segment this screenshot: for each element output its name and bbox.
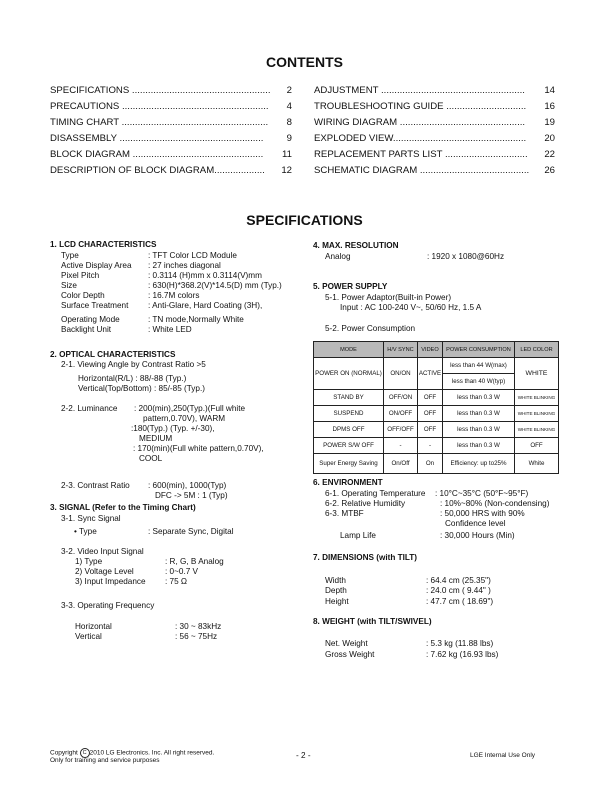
spec-value: : 0.3114 (H)mm x 0.3114(V)mm <box>148 271 262 280</box>
spec-value: : 0~0.7 V <box>165 567 199 576</box>
spec-label: 2) Voltage Level <box>75 567 134 576</box>
toc-entry-page: 9 <box>286 133 292 144</box>
table-cell: OFF <box>418 406 443 422</box>
luminance-line: MEDIUM <box>139 434 173 443</box>
toc-entry-label: SCHEMATIC DIAGRAM ......................................... <box>314 165 530 176</box>
table-row <box>314 406 559 422</box>
toc-entry-label: TIMING CHART ....................................................... <box>50 117 269 128</box>
toc-entry[interactable] <box>314 133 555 145</box>
spec-value: : TN mode,Normally White <box>148 315 244 324</box>
toc-entry[interactable] <box>50 101 292 113</box>
table-cell: SUSPEND <box>314 406 384 422</box>
table-row <box>314 390 559 406</box>
table-cell: less than 40 W(typ) <box>443 374 515 390</box>
optical-section-title: 2. OPTICAL CHARACTERISTICS <box>50 350 176 359</box>
toc-entry[interactable] <box>314 85 555 97</box>
confidence-level: Confidence level <box>445 519 506 528</box>
table-cell: Super Energy Saving <box>314 454 384 474</box>
toc-entry-label: TROUBLESHOOTING GUIDE .............................. <box>314 101 527 112</box>
internal-use-notice: LGE Internal Use Only <box>470 752 536 759</box>
luminance-line: COOL <box>139 454 163 463</box>
spec-value: : 47.7 cm ( 18.69") <box>426 597 494 606</box>
spec-value: : 75 Ω <box>165 577 188 586</box>
spec-value: : TFT Color LCD Module <box>148 251 237 260</box>
table-cell: POWER ON (NORMAL) <box>314 358 384 390</box>
environment-section-title: 6. ENVIRONMENT <box>313 478 383 487</box>
toc-entry[interactable] <box>50 165 292 177</box>
spec-label: Backlight Unit <box>61 325 112 334</box>
table-cell: less than 0.3 W <box>443 422 515 438</box>
signal-section-title: 3. SIGNAL (Refer to the Timing Chart) <box>50 503 196 512</box>
toc-entry[interactable] <box>314 117 555 129</box>
table-header-cell: POWER CONSUMPTION <box>443 342 515 358</box>
spec-value: : Anti-Glare, Hard Coating (3H), <box>148 301 263 310</box>
table-header-cell: MODE <box>314 342 384 358</box>
horizontal-angle: Horizontal(R/L) : 88/-88 (Typ.) <box>78 374 187 383</box>
spec-label: 6-1. Operating Temperature <box>325 489 426 498</box>
spec-label: Height <box>325 597 349 606</box>
toc-entry-page: 19 <box>544 117 555 128</box>
copyright-word: Copyright <box>50 749 78 757</box>
contents-title: CONTENTS <box>266 54 343 70</box>
toc-entry-label: DESCRIPTION OF BLOCK DIAGRAM................... <box>50 165 265 176</box>
table-header-cell: LED COLOR <box>515 342 559 358</box>
toc-entry-page: 12 <box>281 165 292 176</box>
sync-type-value: : Separate Sync, Digital <box>148 527 234 536</box>
power-adaptor: 5-1. Power Adaptor(Built-in Power) <box>325 293 452 302</box>
spec-label: Net. Weight <box>325 639 368 648</box>
table-cell: less than 44 W(max) <box>443 358 515 374</box>
spec-label: 1) Type <box>75 557 103 566</box>
resolution-label: Analog <box>325 252 351 261</box>
spec-value: : 50,000 HRS with 90% <box>440 509 525 518</box>
spec-label: Color Depth <box>61 291 105 300</box>
frequency-title: 3-3. Operating Frequency <box>61 601 155 610</box>
table-cell: On <box>418 454 443 474</box>
table-row <box>314 438 559 454</box>
spec-value: : White LED <box>148 325 192 334</box>
table-header-cell: H/V SYNC <box>384 342 418 358</box>
toc-entry-label: WIRING DIAGRAM ............................................... <box>314 117 526 128</box>
spec-label: 6-3. MTBF <box>325 509 364 518</box>
toc-entry-label: BLOCK DIAGRAM ................................................. <box>50 149 264 160</box>
spec-label: Vertical <box>75 632 102 641</box>
table-cell: OFF <box>418 422 443 438</box>
toc-entry-page: 8 <box>286 117 292 128</box>
copyright-icon: C <box>80 748 90 758</box>
table-cell: OFF <box>418 390 443 406</box>
table-cell: White <box>515 454 559 474</box>
training-notice: Only for training and service purposes <box>50 757 160 764</box>
power-consumption-title: 5-2. Power Consumption <box>325 324 416 333</box>
toc-entry[interactable] <box>50 133 292 145</box>
spec-value: : 7.62 kg (16.93 lbs) <box>426 650 499 659</box>
specifications-title: SPECIFICATIONS <box>246 212 363 228</box>
toc-entry-page: 4 <box>286 101 292 112</box>
table-cell: Efficiency: up to25% <box>443 454 515 474</box>
table-cell: ON/ON <box>384 358 418 390</box>
power-consumption-table <box>313 341 559 474</box>
spec-label: 3) Input Impedance <box>75 577 146 586</box>
table-cell: On/Off <box>384 454 418 474</box>
toc-entry-page: 22 <box>544 149 555 160</box>
table-row <box>314 454 559 474</box>
contrast-value: : 600(min), 1000(Typ) <box>148 481 227 490</box>
spec-value: : R, G, B Analog <box>165 557 224 566</box>
spec-label: Depth <box>325 586 347 595</box>
dimensions-section-title: 7. DIMENSIONS (with TILT) <box>313 553 418 562</box>
sync-signal-title: 3-1. Sync Signal <box>61 514 121 523</box>
sync-type-label: • Type <box>74 527 97 536</box>
table-cell: WHITE <box>515 358 559 390</box>
spec-label: Size <box>61 281 77 290</box>
spec-value: : 30 ~ 83kHz <box>175 622 222 631</box>
toc-entry-label: PRECAUTIONS ....................................................... <box>50 101 269 112</box>
luminance-line: : 170(min)(Full white pattern,0.70V), <box>133 444 264 453</box>
toc-entry-label: EXPLODED VIEW.................................................. <box>314 133 527 144</box>
table-cell: ACTIVE <box>418 358 443 390</box>
weight-section-title: 8. WEIGHT (with TILT/SWIVEL) <box>313 617 432 626</box>
viewing-angle-label: 2-1. Viewing Angle by Contrast Ratio >5 <box>61 360 206 369</box>
table-cell: less than 0.3 W <box>443 438 515 454</box>
copyright-text: 2010 LG Electronics. Inc. All right reserved. <box>89 749 215 757</box>
toc-entry[interactable] <box>50 149 292 161</box>
spec-value: : 16.7M colors <box>148 291 200 300</box>
spec-value: : 27 inches diagonal <box>148 261 221 270</box>
table-cell: OFF/ON <box>384 390 418 406</box>
luminance-line: :180(Typ.) (Typ. +/-30), <box>131 424 215 433</box>
spec-label: Horizontal <box>75 622 112 631</box>
dfc-value: DFC -> 5M : 1 (Typ) <box>155 491 228 500</box>
toc-entry[interactable] <box>314 101 555 113</box>
spec-value: : 24.0 cm ( 9.44" ) <box>426 586 491 595</box>
spec-value: : 56 ~ 75Hz <box>175 632 218 641</box>
spec-label: Type <box>61 251 79 260</box>
spec-label: Gross Weight <box>325 650 375 659</box>
luminance-line: : 200(min),250(Typ.)(Full white <box>134 404 246 413</box>
table-cell: less than 0.3 W <box>443 406 515 422</box>
vertical-angle: Vertical(Top/Bottom) : 85/-85 (Typ.) <box>78 384 205 393</box>
table-cell: WHITE BLINKING <box>515 390 559 406</box>
luminance-label: 2-2. Luminance <box>61 404 118 413</box>
power-section-title: 5. POWER SUPPLY <box>313 282 388 291</box>
toc-entry[interactable] <box>314 165 555 177</box>
table-cell: WHITE BLINKING <box>515 422 559 438</box>
spec-label: Pixel Pitch <box>61 271 100 280</box>
table-header-cell: VIDEO <box>418 342 443 358</box>
table-row <box>314 358 559 374</box>
video-input-title: 3-2. Video Input Signal <box>61 547 144 556</box>
toc-entry-page: 20 <box>544 133 555 144</box>
lamp-life-label: Lamp Life <box>340 531 376 540</box>
table-cell: DPMS OFF <box>314 422 384 438</box>
spec-label: 6-2. Relative Humidity <box>325 499 406 508</box>
spec-value: : 5.3 kg (11.88 lbs) <box>426 639 494 648</box>
toc-entry[interactable] <box>314 149 555 161</box>
table-cell: less than 0.3 W <box>443 390 515 406</box>
spec-label: Active Display Area <box>61 261 132 270</box>
toc-entry-page: 14 <box>544 85 555 96</box>
table-cell: ON/OFF <box>384 406 418 422</box>
toc-entry-page: 11 <box>282 149 292 160</box>
toc-entry-page: 16 <box>544 101 555 112</box>
lcd-section-title: 1. LCD CHARACTERISTICS <box>50 240 157 249</box>
toc-entry-label: SPECIFICATIONS .................................................... <box>50 85 271 96</box>
toc-entry[interactable] <box>50 117 292 129</box>
table-header-row <box>314 342 559 358</box>
toc-entry-label: DISASSEMBLY ...................................................... <box>50 133 264 144</box>
resolution-value: : 1920 x 1080@60Hz <box>427 252 505 261</box>
table-cell: POWER S/W OFF <box>314 438 384 454</box>
spec-label: Width <box>325 576 346 585</box>
toc-entry-page: 26 <box>544 165 555 176</box>
page-number: - 2 - <box>296 751 311 760</box>
table-cell: - <box>384 438 418 454</box>
spec-label: Operating Mode <box>61 315 120 324</box>
toc-entry-label: REPLACEMENT PARTS LIST ............................... <box>314 149 528 160</box>
toc-entry[interactable] <box>50 85 292 97</box>
table-cell: - <box>418 438 443 454</box>
table-cell: OFF <box>515 438 559 454</box>
table-row <box>314 422 559 438</box>
luminance-line: pattern,0.70V), WARM <box>143 414 226 423</box>
toc-entry-page: 2 <box>286 85 292 96</box>
contrast-label: 2-3. Contrast Ratio <box>61 481 130 490</box>
spec-label: Surface Treatment <box>61 301 129 310</box>
toc-entry-label: ADJUSTMENT ...................................................... <box>314 85 525 96</box>
power-input: Input : AC 100-240 V~, 50/60 Hz, 1.5 A <box>340 303 482 312</box>
spec-value: : 64.4 cm (25.35") <box>426 576 491 585</box>
lamp-life-value: : 30,000 Hours (Min) <box>440 531 515 540</box>
table-cell: STAND BY <box>314 390 384 406</box>
table-cell: OFF/OFF <box>384 422 418 438</box>
spec-value: : 630(H)*368.2(V)*14.5(D) mm (Typ.) <box>148 281 282 290</box>
spec-value: : 10%~80% (Non-condensing) <box>440 499 550 508</box>
table-cell: WHITE BLINKING <box>515 406 559 422</box>
spec-value: : 10°C~35°C (50°F~95°F) <box>435 489 529 498</box>
resolution-section-title: 4. MAX. RESOLUTION <box>313 241 399 250</box>
